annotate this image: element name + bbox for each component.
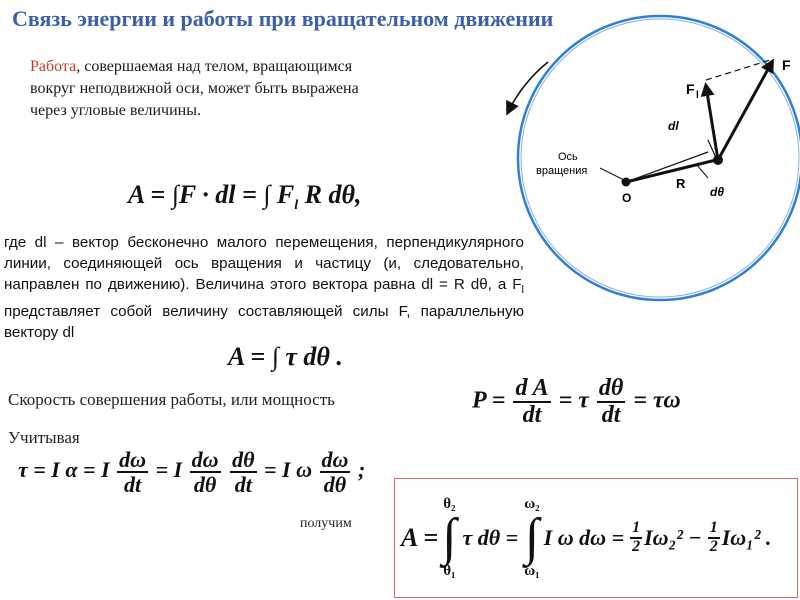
f5-h2d: 2 — [709, 538, 718, 555]
page-title: Связь энергии и работы при вращательном движении — [12, 6, 554, 31]
label-axis-2: вращения — [536, 165, 588, 177]
label-F: F — [782, 57, 791, 73]
f5-h2n: 1 — [708, 520, 720, 539]
f3-frac2-num: dθ — [597, 376, 625, 403]
f3-rhs: = τω — [633, 387, 681, 414]
f5-h1n: 1 — [630, 520, 642, 539]
f5-lim1-top: θ₂ — [443, 496, 456, 512]
label-O: O — [622, 191, 632, 205]
f4-f2d: dθ — [193, 472, 217, 498]
formula1-main: A = ∫F · dl = ∫ F — [128, 180, 295, 209]
label-R: R — [676, 176, 686, 191]
f4-f4n: dω — [321, 447, 349, 472]
f4-eq3: = I ω — [264, 457, 313, 483]
f3-lhs: P = — [472, 387, 506, 414]
label-axis-1: Ось — [558, 151, 578, 163]
f5-int2: I ω dω = — [543, 525, 625, 550]
f5-lim2-bot: ω₁ — [524, 563, 540, 579]
paragraph-sub: l — [521, 284, 524, 297]
f4-lhs: τ = I α = I — [18, 457, 110, 483]
f5-lim2-top: ω₂ — [524, 496, 540, 512]
f4-end: ; — [357, 457, 366, 483]
get-text: получим — [300, 516, 352, 531]
f5-h1d: 2 — [632, 538, 641, 555]
f4-eq2: = I — [155, 457, 183, 483]
f5-t2: Iω₁² . — [721, 525, 772, 550]
work-torque-formula: A = ∫ τ dθ . — [228, 342, 343, 371]
force-vector — [718, 62, 772, 160]
f4-f1d: dt — [124, 472, 142, 498]
f4-f3d: dt — [234, 472, 252, 498]
formula1-tail: R dθ, — [304, 180, 362, 209]
integral-sign: ∫ — [442, 509, 457, 566]
dashed-line — [706, 60, 770, 80]
radius-line-2 — [626, 152, 708, 182]
f5-lhs: A = — [401, 523, 439, 552]
paragraph-tail: представляет собой величину составляющей силы F, параллельную вектору dl — [4, 303, 524, 342]
paragraph-main: где dl – вектор бесконечно малого перемещения, перпендикулярного линии, соединяющей ось вращения и частицу (и, следовательно, направлен по движению). Величина этого вектора равна dl = R dθ, а F — [4, 234, 524, 293]
label-dl: dl — [668, 119, 679, 133]
f4-f1n: dω — [119, 447, 147, 472]
intro-rest: , совершаемая над телом, вращающимся вокруг неподвижной оси, может быть выражена через угловые величины. — [30, 58, 359, 119]
formula1-sub: l — [294, 198, 299, 214]
f5-t1: Iω₂² − — [644, 525, 702, 550]
dtheta-pointer — [696, 164, 708, 178]
label-Fl-sub: l — [696, 90, 699, 101]
f3-frac1-den: dt — [522, 402, 542, 429]
axis-pointer — [600, 168, 624, 180]
f5-lim1-bot: θ₁ — [443, 563, 456, 579]
f3-frac1-num: d A — [513, 376, 550, 403]
f4-f4d: dθ — [323, 472, 347, 498]
f3-mid: = τ — [558, 387, 589, 414]
f4-f3n: dθ — [232, 447, 255, 472]
power-text: Скорость совершения работы, или мощность — [8, 390, 335, 409]
f4-f2n: dω — [191, 447, 219, 472]
intro-keyword: Работа — [30, 58, 77, 75]
given-text: Учитывая — [8, 428, 80, 447]
axis-point — [622, 178, 631, 187]
label-dtheta: dθ — [710, 185, 725, 199]
label-Fl: F — [686, 81, 695, 97]
integral-sign: ∫ — [524, 509, 540, 566]
f5-int1: τ dθ = — [462, 525, 519, 550]
f3-frac2-den: dt — [601, 402, 621, 429]
